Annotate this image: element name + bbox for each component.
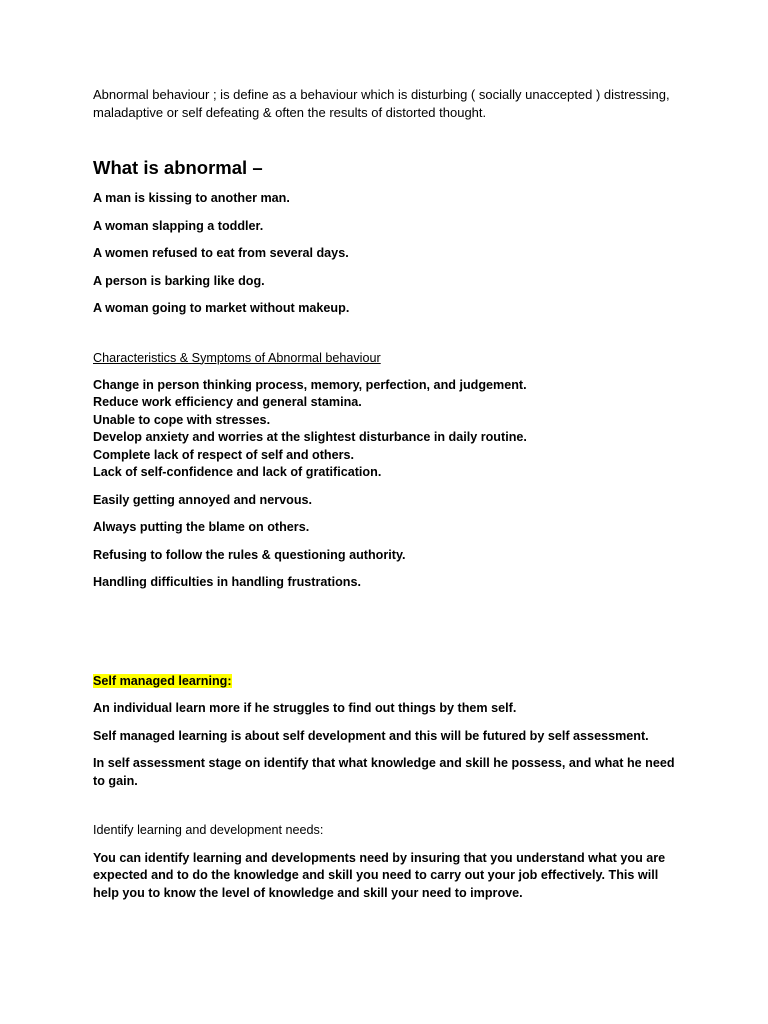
self-managed-paragraph: An individual learn more if he struggles to find out things by them self.	[93, 701, 517, 715]
intro-paragraph: Abnormal behaviour ; is define as a behaviour which is disturbing ( socially unaccepted ) distressing, maladaptive or self defeating & often the results of distorted thought.	[93, 87, 670, 120]
abnormal-heading: What is abnormal –	[93, 157, 263, 178]
characteristic-line: Develop anxiety and worries at the slightest disturbance in daily routine.	[93, 430, 527, 444]
identify-paragraph: You can identify learning and developments need by insuring that you understand what you are expected and to do the knowledge and skill you need to carry out your job effectively. This will help you to know the level of knowledge and skill your need to improve.	[93, 850, 666, 900]
characteristic-line: Lack of self-confidence and lack of gratification.	[93, 465, 382, 479]
abnormal-item: A women refused to eat from several days.	[93, 246, 349, 260]
spacer	[93, 800, 683, 822]
characteristic-item: Handling difficulties in handling frustrations.	[93, 575, 361, 589]
characteristics-heading: Characteristics & Symptoms of Abnormal behaviour	[93, 350, 381, 365]
spacer	[93, 328, 683, 350]
abnormal-item: A woman slapping a toddler.	[93, 218, 264, 233]
identify-heading: Identify learning and development needs:	[93, 823, 324, 837]
highlighted-text: Self managed learning:	[93, 673, 232, 688]
characteristic-line: Complete lack of respect of self and others.	[93, 447, 355, 462]
characteristic-line: Change in person thinking process, memory, perfection, and judgement.	[93, 377, 527, 392]
characteristic-line: Reduce work efficiency and general stamina.	[93, 395, 362, 409]
characteristic-item: Easily getting annoyed and nervous.	[93, 492, 313, 507]
self-managed-paragraph: Self managed learning is about self development and this will be futured by self assessment.	[93, 728, 649, 743]
characteristic-item: Refusing to follow the rules & questioning authority.	[93, 547, 406, 562]
document-page	[93, 86, 683, 912]
spacer	[93, 602, 683, 673]
characteristic-item: Always putting the blame on others.	[93, 520, 310, 534]
characteristic-line: Unable to cope with stresses.	[93, 412, 271, 427]
self-managed-heading	[93, 673, 683, 691]
characteristics-group	[93, 377, 683, 482]
self-managed-paragraph: In self assessment stage on identify that what knowledge and skill he possess, and what he need to gain.	[93, 756, 675, 788]
abnormal-item: A woman going to market without makeup.	[93, 301, 350, 315]
abnormal-item: A man is kissing to another man.	[93, 191, 290, 205]
abnormal-item: A person is barking like dog.	[93, 273, 265, 288]
